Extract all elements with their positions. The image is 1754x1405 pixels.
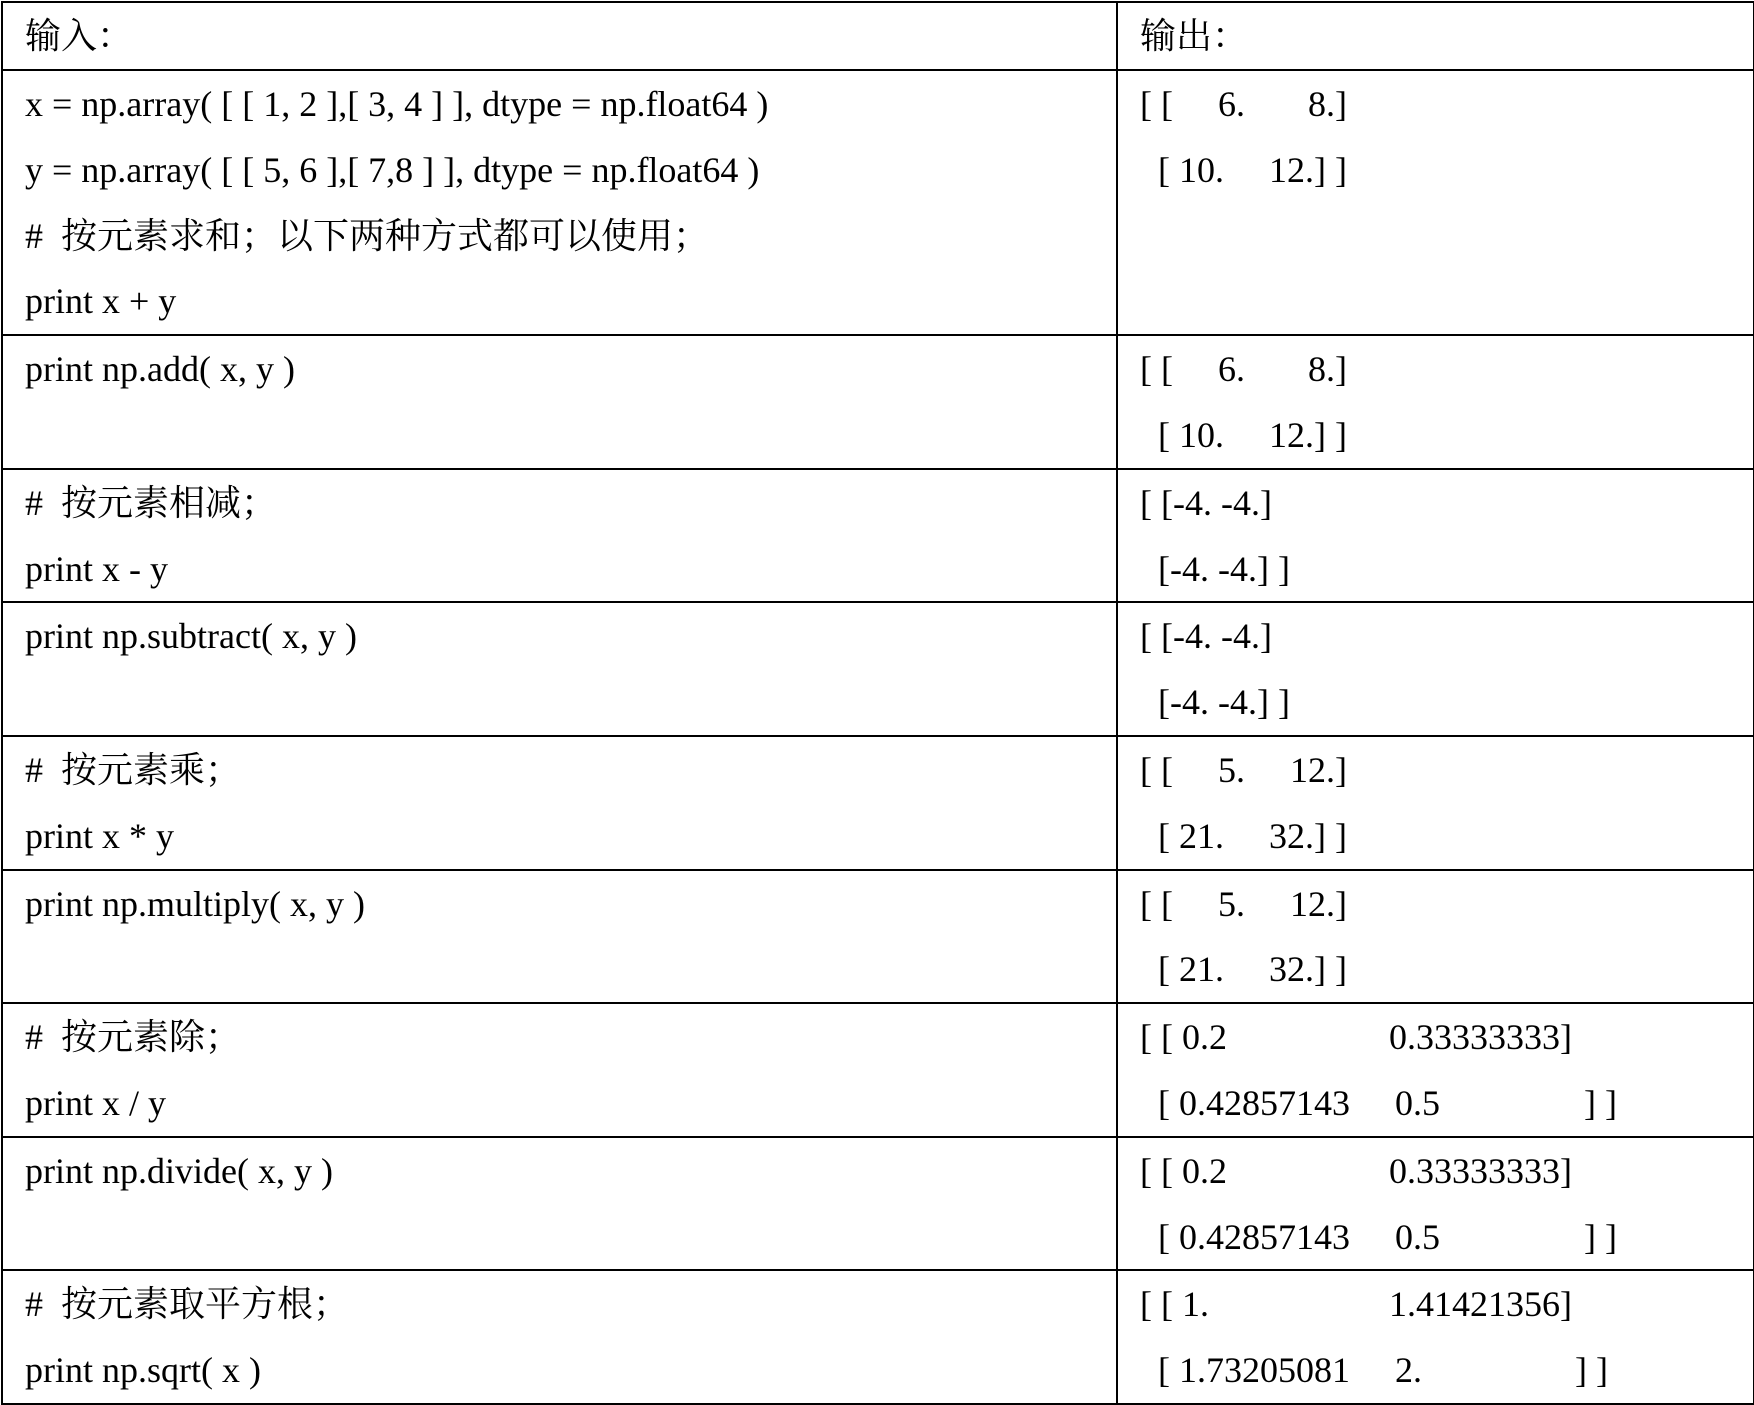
output-line: [ 10. 12.] ] <box>1140 414 1347 455</box>
input-cell <box>2 1137 1117 1271</box>
input-line-empty <box>25 936 1116 1002</box>
table-row <box>2 1270 1754 1404</box>
input-line: # 按元素求和；以下两种方式都可以使用； <box>25 215 710 256</box>
output-line: [-4. -4.] ] <box>1140 548 1290 589</box>
output-line: [ 10. 12.] ] <box>1140 149 1347 190</box>
input-line: print np.add( x, y ) <box>25 349 295 390</box>
header-row <box>2 2 1754 70</box>
table-row <box>2 1137 1754 1271</box>
output-line: [ [ 1. 1.41421356] <box>1140 1284 1572 1325</box>
io-table <box>1 1 1754 1405</box>
output-cell <box>1117 1137 1754 1271</box>
input-header-cell <box>2 2 1117 70</box>
output-header-cell <box>1117 2 1754 70</box>
input-cell <box>2 70 1117 335</box>
input-line-empty <box>25 669 1116 735</box>
output-cell <box>1117 870 1754 1004</box>
output-line: [ [ 0.2 0.33333333] <box>1140 1017 1572 1058</box>
input-line: # 按元素取平方根； <box>25 1284 350 1325</box>
input-line: print np.multiply( x, y ) <box>25 883 365 924</box>
output-line: [ 1.73205081 2. ] ] <box>1140 1350 1608 1391</box>
output-line: [ [ 5. 12.] <box>1140 749 1347 790</box>
input-cell <box>2 736 1117 870</box>
output-cell <box>1117 1003 1754 1137</box>
input-line: print x / y <box>25 1082 166 1123</box>
output-line: [ 0.42857143 0.5 ] ] <box>1140 1082 1617 1123</box>
table-row <box>2 70 1754 335</box>
output-cell <box>1117 1270 1754 1404</box>
output-line: [ [ 6. 8.] <box>1140 349 1347 390</box>
output-line-empty <box>1140 203 1753 269</box>
output-line: [ 21. 32.] ] <box>1140 949 1347 990</box>
input-line: # 按元素乘； <box>25 749 242 790</box>
table-row <box>2 602 1754 736</box>
input-line: print x * y <box>25 815 174 856</box>
output-line: [ [ 5. 12.] <box>1140 883 1347 924</box>
input-line: print np.sqrt( x ) <box>25 1350 261 1391</box>
input-line: print x + y <box>25 281 177 322</box>
output-cell <box>1117 736 1754 870</box>
table-body <box>2 2 1754 1404</box>
output-line: [ [-4. -4.] <box>1140 616 1272 657</box>
input-line: print x - y <box>25 548 168 589</box>
input-cell <box>2 469 1117 603</box>
input-line: y = np.array( [ [ 5, 6 ],[ 7,8 ] ], dtype = np.float64 ) <box>25 149 760 190</box>
input-cell <box>2 870 1117 1004</box>
input-cell <box>2 335 1117 469</box>
input-cell <box>2 1003 1117 1137</box>
input-cell <box>2 602 1117 736</box>
output-cell <box>1117 602 1754 736</box>
output-cell <box>1117 335 1754 469</box>
input-line: print np.divide( x, y ) <box>25 1150 333 1191</box>
input-line: print np.subtract( x, y ) <box>25 616 357 657</box>
output-line: [ [-4. -4.] <box>1140 482 1272 523</box>
input-cell <box>2 1270 1117 1404</box>
output-cell <box>1117 70 1754 335</box>
output-line: [ 0.42857143 0.5 ] ] <box>1140 1216 1617 1257</box>
output-line: [ 21. 32.] ] <box>1140 815 1347 856</box>
output-line: [ [ 6. 8.] <box>1140 84 1347 124</box>
output-header-label: 输出： <box>1140 16 1249 56</box>
input-line: # 按元素除； <box>25 1017 242 1058</box>
table-row <box>2 335 1754 469</box>
output-line: [ [ 0.2 0.33333333] <box>1140 1150 1572 1191</box>
table-row <box>2 469 1754 603</box>
table-row <box>2 1003 1754 1137</box>
table-row <box>2 736 1754 870</box>
input-line: # 按元素相减； <box>25 482 278 523</box>
input-header-label: 输入： <box>25 16 134 56</box>
table-row <box>2 870 1754 1004</box>
output-cell <box>1117 469 1754 603</box>
input-line-empty <box>25 1204 1116 1270</box>
input-line-empty <box>25 402 1116 468</box>
output-line-empty <box>1140 268 1753 334</box>
input-line: x = np.array( [ [ 1, 2 ],[ 3, 4 ] ], dtype = np.float64 ) <box>25 84 769 124</box>
output-line: [-4. -4.] ] <box>1140 682 1290 723</box>
